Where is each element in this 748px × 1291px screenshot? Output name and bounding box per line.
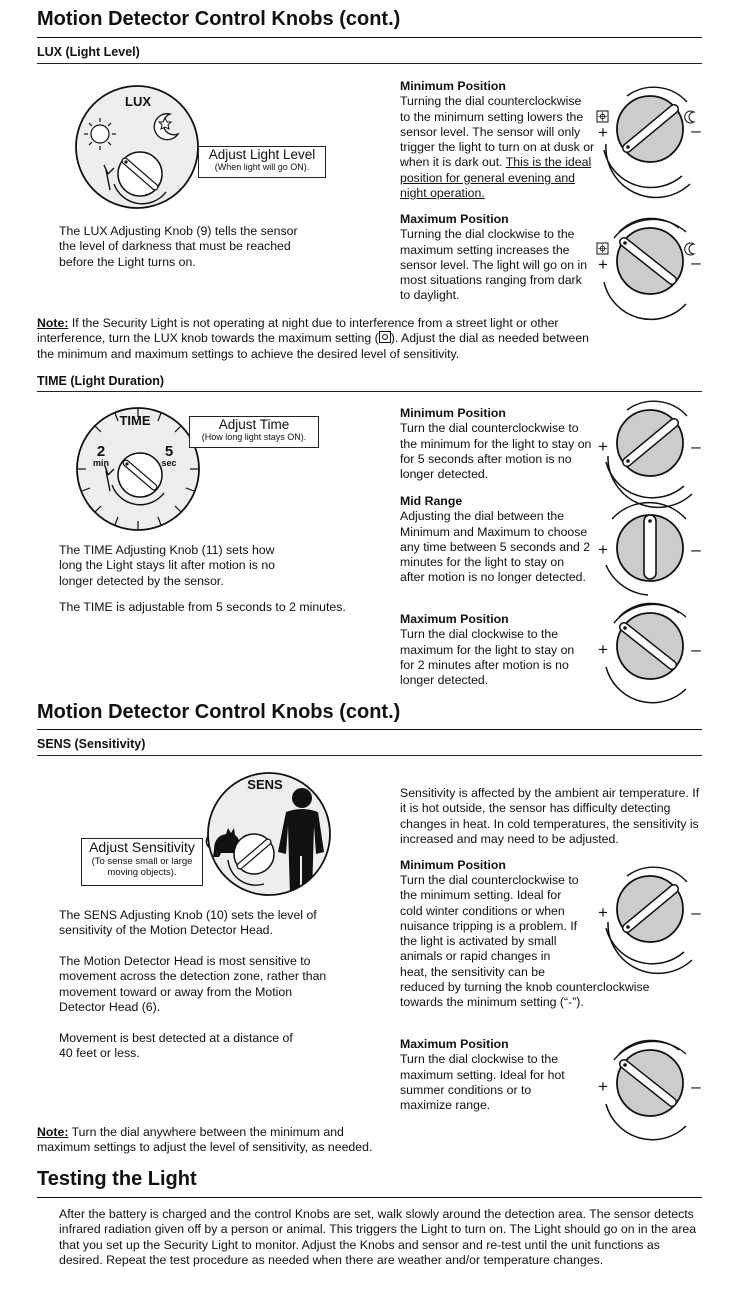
sens-min-block bbox=[400, 858, 580, 873]
sens-note bbox=[37, 1125, 397, 1156]
sens-callout bbox=[81, 838, 203, 886]
sens-max-text: Turn the dial clockwise to the maximum setting. Ideal for hot summer conditions or to maximize range. bbox=[400, 1052, 565, 1113]
sens-para2: The Motion Detector Head is most sensitive to movement across the detection zone, rather than movement toward or away from the Motion Detector Head (6). bbox=[59, 954, 327, 1014]
minus-sign: – bbox=[691, 121, 701, 140]
time-sec-mark: 5 bbox=[164, 443, 174, 460]
time-knob-illustration bbox=[72, 405, 204, 535]
time-max-text: Turn the dial clockwise to the maximum for the light to stay on for 2 minutes after motion is no longer detected. bbox=[400, 627, 575, 688]
sens-min-text: Turn the dial counterclockwise to the minimum setting. Ideal for cold winter conditions or when nuisance tripping is a problem. If the light is activated by small animals or rapid changes in heat, the sensitivity can be reduced by turning the knob counterclockwise towards the minimum setting (“-”). bbox=[400, 873, 650, 1010]
sens-note-text: Turn the dial anywhere between the minimum and maximum settings to adjust the level of sensitivity, as needed. bbox=[37, 1125, 373, 1155]
lux-min-block bbox=[400, 79, 595, 201]
sens-max-title: Maximum Position bbox=[400, 1037, 509, 1051]
plus-sign: + bbox=[598, 640, 608, 659]
time-min-title: Minimum Position bbox=[400, 406, 506, 420]
plus-sign: + bbox=[598, 123, 608, 142]
plus-sign: + bbox=[598, 255, 608, 274]
plus-sign: + bbox=[598, 903, 608, 922]
divider bbox=[37, 63, 702, 64]
minus-sign: – bbox=[691, 1077, 701, 1096]
lux-min-text: Turning the dial counterclockwise to the minimum setting lowers the sensor level. The sensor will only trigger the light to turn on at dusk or when it is dark out. bbox=[400, 94, 595, 170]
plus-sign: + bbox=[598, 437, 608, 456]
lux-min-title: Minimum Position bbox=[400, 79, 506, 93]
lux-max-title: Maximum Position bbox=[400, 212, 509, 226]
note-label: Note: bbox=[37, 316, 69, 330]
time-min-block bbox=[400, 406, 592, 482]
sens-callout-sub: (To sense small or large moving objects). bbox=[91, 856, 193, 878]
lux-max-dial bbox=[594, 218, 706, 328]
lux-callout bbox=[198, 146, 326, 178]
divider bbox=[37, 729, 702, 730]
sun-box-icon bbox=[597, 111, 608, 122]
section-title: Motion Detector Control Knobs (cont.) bbox=[37, 8, 401, 30]
lux-callout-sub: (When light will go ON). bbox=[214, 162, 310, 172]
lux-note bbox=[37, 316, 597, 362]
time-mid-dial bbox=[594, 505, 706, 600]
time-mid-title: Mid Range bbox=[400, 494, 463, 508]
sens-min-dial bbox=[594, 866, 706, 961]
time-mid-text: Adjusting the dial between the Minimum and Maximum to choose any time between 5 seconds and 2 minutes for the light to stay on after motion is no longer detected. bbox=[400, 509, 591, 585]
lux-knob-illustration bbox=[70, 82, 210, 212]
sens-knob-illustration bbox=[202, 768, 338, 900]
divider bbox=[37, 391, 702, 392]
plus-sign: + bbox=[598, 540, 608, 559]
time-min-unit: min bbox=[92, 458, 110, 468]
lux-max-text: Turning the dial clockwise to the maximum setting increases the sensor level. The light will go on in most situations ranging from dark to daylight. bbox=[400, 227, 588, 303]
divider bbox=[37, 37, 702, 38]
lux-min-underlined: This is the ideal position for general evening and night operation. bbox=[400, 155, 592, 201]
time-description: The TIME Adjusting Knob (11) sets how long the Light stays lit after motion is no longer detected by the sensor. bbox=[59, 543, 275, 588]
sens-para3: Movement is best detected at a distance of 40 feet or less. bbox=[59, 1031, 293, 1061]
minus-sign: – bbox=[691, 437, 701, 456]
lux-note-before: If the Security Light is not operating at night due to interference from a street light or other interference, turn the LUX knob towards the maximum setting ( bbox=[37, 316, 559, 346]
plus-sign: + bbox=[598, 1077, 608, 1096]
time-callout bbox=[189, 416, 319, 448]
sens-min-title: Minimum Position bbox=[400, 858, 506, 872]
lux-note-after: ). Adjust the dial as needed between the minimum and maximum settings to achieve the desired level of sensitivity. bbox=[37, 331, 590, 361]
time-range-text: The TIME is adjustable from 5 seconds to 2 minutes. bbox=[59, 600, 346, 614]
minus-sign: – bbox=[691, 640, 701, 659]
time-max-dial bbox=[594, 603, 706, 698]
time-min-text: Turn the dial counterclockwise to the minimum for the light to stay on for 5 seconds after motion is no longer detected. bbox=[400, 421, 592, 482]
time-min-dial bbox=[594, 400, 706, 495]
lux-min-dial bbox=[594, 86, 706, 196]
time-knob-label: TIME bbox=[119, 413, 151, 428]
sens-description: The SENS Adjusting Knob (10) sets the level of sensitivity of the Motion Detector Head. bbox=[59, 908, 317, 938]
time-sec-unit: sec bbox=[161, 458, 177, 468]
sun-box-icon bbox=[597, 243, 608, 254]
minus-sign: – bbox=[691, 903, 701, 922]
minus-sign: – bbox=[691, 540, 701, 559]
section-title: Motion Detector Control Knobs (cont.) bbox=[37, 701, 401, 723]
note-label: Note: bbox=[37, 1125, 69, 1139]
sens-callout-main: Adjust Sensitivity bbox=[89, 839, 195, 855]
divider bbox=[37, 755, 702, 756]
time-max-block bbox=[400, 612, 592, 688]
time-min-mark: 2 bbox=[96, 443, 106, 460]
sens-heading: SENS (Sensitivity) bbox=[37, 737, 146, 751]
lux-knob-label: LUX bbox=[125, 94, 151, 109]
lux-max-block bbox=[400, 212, 590, 304]
time-max-title: Maximum Position bbox=[400, 612, 509, 626]
lux-callout-main: Adjust Light Level bbox=[208, 147, 316, 162]
time-callout-main: Adjust Time bbox=[218, 417, 290, 432]
section-title: Testing the Light bbox=[37, 1168, 197, 1190]
sens-max-dial bbox=[594, 1040, 706, 1135]
lux-heading: LUX (Light Level) bbox=[37, 45, 140, 59]
divider bbox=[37, 1197, 702, 1198]
sens-intro: Sensitivity is affected by the ambient air temperature. If it is hot outside, the sensor has difficulty detecting changes in heat. In cold temperatures, the sensitivity is increased and may need to be adjusted. bbox=[400, 786, 700, 846]
testing-text: After the battery is charged and the control Knobs are set, walk slowly around the detection area. The sensor detects infrared radiation given off by a person or animal. This triggers the Light to turn on. The Light should go on in the area that you set up the Security Light to monitor. Adjust the Knobs and sensor and re-test until the unit functions as desired. Repeat the test procedure as needed when there are weather and/or temperature changes. bbox=[59, 1207, 697, 1267]
minus-sign: – bbox=[691, 253, 701, 272]
time-callout-sub: (How long light stays ON). bbox=[201, 432, 307, 442]
sens-knob-label: SENS bbox=[247, 777, 283, 792]
lux-description: The LUX Adjusting Knob (9) tells the sensor the level of darkness that must be reached before the Light turns on. bbox=[59, 224, 298, 269]
sun-box-icon bbox=[379, 331, 391, 343]
sens-max-block bbox=[400, 1037, 586, 1113]
time-mid-block bbox=[400, 494, 592, 586]
time-heading: TIME (Light Duration) bbox=[37, 374, 165, 388]
